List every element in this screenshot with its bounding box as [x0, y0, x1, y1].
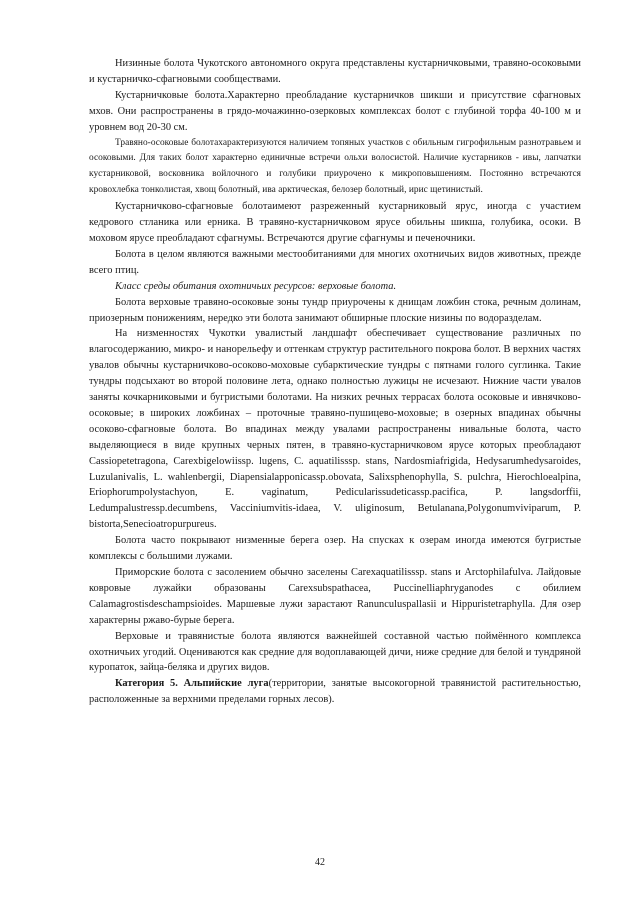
paragraph-shrub-sphagnum-bogs: Кустарничково-сфагновые болотаимеют разреженный кустарниковый ярус, иногда с участием кедрового стланика или ерника. В травяно-кустарничковом ярусе обильны шикша, голубика, осоки. В моховом ярусе преобладают сфагнумы. Встречаются другие сфагнумы и печеночники.	[89, 201, 581, 244]
body-text	[89, 56, 581, 708]
category-title: Категория 5. Альпийские луга	[115, 678, 269, 690]
paragraph-habitat-importance: Болота в целом являются важными местообитаниями для многих охотничьих видов животных, прежде всего птиц.	[89, 248, 581, 276]
paragraph-raised-bogs: Болота верховые травяно-осоковые зоны тундр приурочены к днищам ложбин стока, речным долинам, приозерным понижениям, нередко эти болота занимают обширные плоские низины по водоразделам.	[89, 296, 581, 324]
paragraph-lowland-intro: Низинные болота Чукотского автономного округа представлены кустарничковыми, травяно-осоковыми и кустарничко-сфагновыми сообществами.	[89, 58, 581, 85]
paragraph-lake-shores: Болота часто покрывают низменные берега озер. На спусках к озерам иногда имеются бугристые комплексы с большими лужами.	[89, 535, 581, 563]
section-heading-raised-bogs: Класс среды обитания охотничьих ресурсов: верховые болота.	[115, 280, 397, 292]
page-number: 42	[315, 857, 325, 868]
category-text: (территории, занятые высокогорной травянистой растительностью, расположенные за верхними пределами горных лесов).	[89, 678, 582, 706]
paragraph-category-5	[89, 676, 581, 708]
paragraph-grass-sedge-bogs: Травяно-осоковые болотахарактеризуются наличием топяных участков с обильным гигрофильным разнотравьем и осоковыми. Для таких болот характерно единичные встречи ольхи волосистой. Наличие кустарников - ивы, лапчатки кустарниковой, восковника войлочного и голубики приурочено к микроповышениям. Постоянно встречаются кровохлебка тонколистая, хвощ болотный, ива арктическая, белозер болотный, ирис щетинистый.	[89, 137, 581, 196]
paragraph-chukotka-lowlands: На низменностях Чукотки увалистый ландшафт обеспечивает существование различных по влагосодержанию, микро- и нанорельефу и оттенкам структур растительного покрова болот. В верхних частях увалов обычны кустарничково-осоково-моховые субарктические тундры с пятнами голого суглинка. Такие тундры подсыхают во второй половине лета, однако полностью лужицы не исчезают. Нижние части увалов заняты кочкарниковыми и бугристыми болотами. На низких речных террасах болота осоковые и ивнячково-осоковые; в широких ложбинах – проточные травяно-пушицево-моховые; в озерных впадинах обычны осоково-сфагновые болота. Во впадинах между увалами распространены нивальные болота, часто выделяющиеся в виде крупных черных пятен, в травяно-кустарничковом ярусе которых преобладают Cassiopetetragona, Carexbigelowiissp. lugens, C. aquatilisssp. stans, Nardosmiafrigida, Hedysarumhedysaroides, Luzulanivalis, L. wahlenbergii, Diapensialapponicassp.obovata, Salixsphenophylla, S. pulchra, Hierochloealpina, Eriophorumpolystachyon, E. vaginatum, Pedicularissudeticassp.pacifica, P. langsdorffii, Ledumpalustressp.decumbens, Vacciniumvitis-idaea, V. uliginosum, Betulanana,Polygonumviviparum, P. bistorta,Senecioatropurpureus.	[89, 328, 581, 531]
paragraph-coastal-bogs: Приморские болота с засолением обычно заселены Carexaquatilisssp. stans и Arctophilafulva. Лайдовые ковровые лужайки образованы Carexsubspathacea, Puccinelliaphryganodes с обилием Calamagrostisdeschampsioides. Маршевые лужи зарастают Ranunculuspallasii и Hippuristetraphylla. Для озер характерны ржаво-бурые берега.	[89, 567, 581, 626]
paragraph-hunting-grounds: Верховые и травянистые болота являются важнейшей составной частью поймённого комплекса охотничьих угодий. Оцениваются как средние для водоплавающей дичи, ниже средние для белой и тундряной куропаток, зайца-беляка и других видов.	[89, 630, 581, 674]
paragraph-shrub-bogs: Кустарничковые болота.Характерно преобладание кустарничков шикши и присутствие сфагновых мхов. Они распространены в грядо-мочажинно-озерковых комплексах болот с глубиной торфа 40-100 м и уровнем вод 20-30 см.	[89, 89, 581, 133]
